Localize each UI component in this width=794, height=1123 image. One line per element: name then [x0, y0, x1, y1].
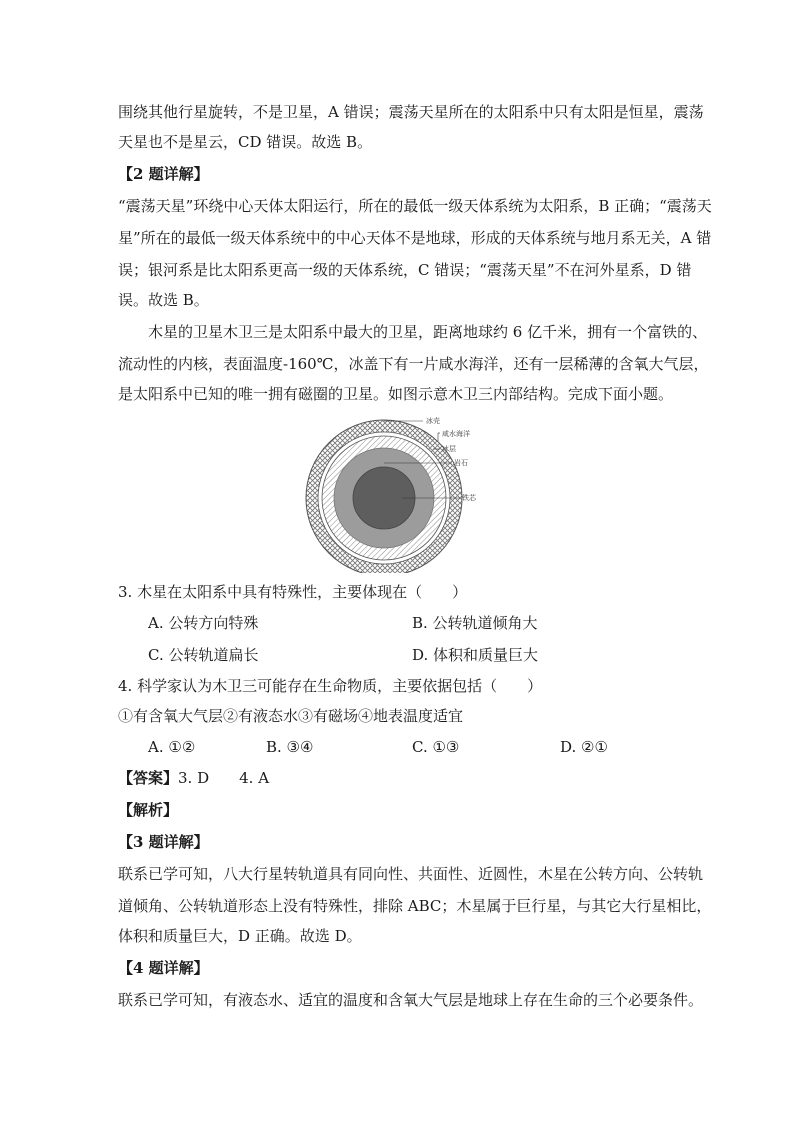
paragraph-line: 道倾角、公转轨道形态上没有特殊性，排除 ABC；木星属于巨行星，与其它大行星相比，	[118, 897, 712, 915]
analysis-heading: 【解析】	[118, 801, 179, 819]
paragraph-line: 误；银河系是比太阳系更高一级的天体系统，C 错误；“震荡天星”不在河外星系，D 错	[118, 261, 692, 279]
q4-detail-heading: 【4 题详解】	[118, 959, 209, 977]
paragraph-line: “震荡天星”环绕中心天体太阳运行，所在的最低一级天体系统为太阳系，B 正确；“震荡天	[118, 197, 712, 215]
paragraph-line: 体积和质量巨大，D 正确。故选 D。	[118, 927, 362, 945]
label-iron-core: 铁芯	[462, 494, 476, 502]
question-4-stem: 4. 科学家认为木卫三可能存在生命物质，主要依据包括（ ）	[118, 677, 543, 695]
label-salt-ocean: 咸水海洋	[442, 430, 470, 438]
paragraph-line: 天星也不是星云，CD 错误。故选 B。	[118, 133, 373, 151]
paragraph-line: 流动性的内核，表面温度-160℃，冰盖下有一片咸水海洋，还有一层稀薄的含氧大气层，	[118, 355, 709, 373]
q4-option-a: A. ①②	[148, 738, 196, 756]
answer-line	[118, 768, 269, 788]
ganymede-structure-diagram	[290, 408, 520, 573]
paragraph-line: 联系已学可知，八大行星转轨道具有同向性、共面性、近圆性，木星在公转方向、公转轨	[118, 865, 704, 883]
label-ice-crust: 冰壳	[426, 417, 440, 425]
q3-option-d: D. 体积和质量巨大	[412, 646, 539, 664]
q3-option-a: A. 公转方向特殊	[148, 614, 259, 632]
paragraph-line: 星”所在的最低一级天体系统中的中心天体不是地球，形成的天体系统与地月系无关，A 错	[118, 229, 712, 247]
paragraph-line: 误。故选 B。	[118, 291, 209, 309]
paragraph-line: 木星的卫星木卫三是太阳系中最大的卫星，距离地球约 6 亿千米，拥有一个富铁的、	[148, 323, 708, 341]
q4-option-c: C. ①③	[412, 738, 460, 756]
answer-value: 3. D 4. A	[178, 769, 270, 787]
label-rock: 岩石	[454, 459, 468, 467]
section-heading: 【2 题详解】	[118, 165, 209, 183]
paragraph-line: 联系已学可知，有液态水、适宜的温度和含氧大气层是地球上存在生命的三个必要条件。	[118, 991, 704, 1009]
q4-option-b: B. ③④	[266, 738, 314, 756]
paragraph-line: 是太阳系中已知的唯一拥有磁圈的卫星。如图示意木卫三内部结构。完成下面小题。	[118, 385, 674, 403]
q3-option-c: C. 公转轨道扁长	[148, 646, 259, 664]
question-4-conditions: ①有含氧大气层②有液态水③有磁场④地表温度适宜	[118, 707, 464, 725]
question-3-stem: 3. 木星在太阳系中具有特殊性，主要体现在（ ）	[118, 583, 468, 601]
paragraph-line: 围绕其他行星旋转，不是卫星，A 错误；震荡天星所在的太阳系中只有太阳是恒星，震荡	[118, 103, 704, 121]
q3-option-b: B. 公转轨道倾角大	[412, 614, 538, 632]
q4-option-d: D. ②①	[560, 738, 608, 756]
label-ice-layer: 冰层	[442, 445, 456, 453]
q3-detail-heading: 【3 题详解】	[118, 833, 209, 851]
answer-label: 【答案】	[118, 769, 179, 787]
